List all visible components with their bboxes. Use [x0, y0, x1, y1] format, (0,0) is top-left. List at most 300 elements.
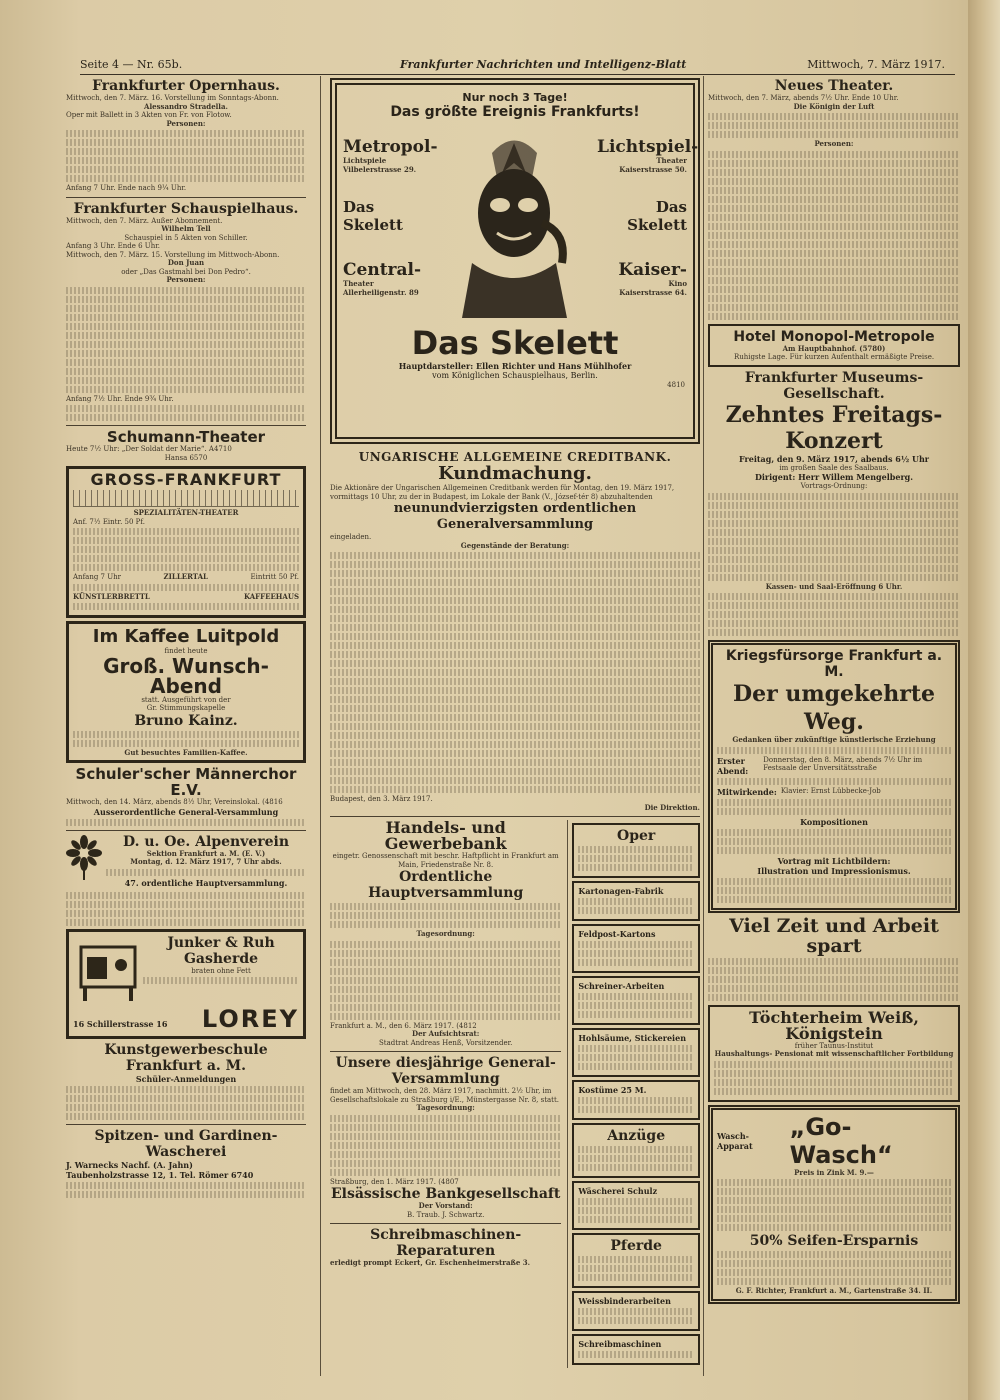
text-line-filler — [330, 615, 700, 622]
text-line-filler — [73, 555, 299, 562]
small-ad-3-title: Schreiner-Arbeiten — [578, 981, 665, 991]
text-line-filler — [708, 520, 960, 527]
text-line-filler — [330, 921, 561, 928]
text-line-filler — [717, 1278, 951, 1285]
column-right — [708, 78, 960, 1307]
toechterheim-ad — [708, 1005, 960, 1102]
cinema-right2-name: Kaiser- — [618, 260, 687, 280]
opera-listing — [66, 78, 306, 193]
text-line-filler — [66, 296, 306, 303]
gowasch-brand: „Go-Wasch“ — [789, 1112, 893, 1169]
waescherei-ad — [66, 1128, 306, 1198]
text-line-filler — [330, 959, 561, 966]
small-ad-oper — [572, 823, 700, 878]
small-ad-6-title: Anzüge — [607, 1128, 666, 1144]
text-line-filler — [708, 223, 960, 230]
text-line-filler — [330, 1160, 561, 1167]
gross-frankfurt-ad — [66, 466, 306, 618]
text-line-filler — [73, 731, 299, 738]
text-line-filler — [330, 660, 700, 667]
text-line-filler — [578, 1011, 694, 1018]
text-line-filler — [330, 1124, 561, 1131]
text-line-filler — [708, 556, 960, 563]
museum-line1: Freitag, den 9. März 1917, abends 6½ Uhr — [738, 453, 930, 464]
text-line-filler — [708, 232, 960, 239]
kriegsfuersorge-ad — [708, 640, 960, 913]
text-line-filler — [717, 887, 951, 894]
elsass-notice — [330, 1055, 561, 1219]
text-line-filler — [708, 151, 960, 158]
text-line-filler — [717, 1224, 951, 1231]
text-line-filler — [66, 139, 306, 146]
text-line-filler — [330, 732, 700, 739]
schumann-ad — [66, 429, 306, 462]
text-line-filler — [578, 1155, 694, 1162]
text-line-filler — [708, 602, 960, 609]
luitpold-ad — [66, 621, 306, 763]
bank-invited: eingeladen. — [330, 533, 372, 541]
gross-sub: SPEZIALITÄTEN-THEATER — [133, 508, 239, 517]
text-line-filler — [708, 538, 960, 545]
text-line-filler — [66, 368, 306, 375]
text-line-filler — [708, 547, 960, 554]
text-line-filler — [708, 593, 960, 600]
krieg-mit-text: Klavier: Ernst Lübbecke-Job — [780, 786, 881, 795]
museum-concert — [708, 370, 960, 637]
small-ad-kartonagen — [572, 881, 700, 921]
alpen-line2: Montag, d. 12. März 1917, 7 Uhr abds. — [130, 857, 282, 866]
skeleton-illustration-icon — [442, 133, 587, 318]
bank-intro: Die Aktionäre der Ungarischen Allgemeinen Creditbank werden für Montag, den 19. März 1917, vormittags 10 Uhr, zu der in Budapest, im Lokale der Bank (V., József-tér 8) abzuhaltenden — [330, 484, 675, 501]
text-line-filler — [578, 1054, 694, 1061]
text-line-filler — [330, 696, 700, 703]
cinema-left-addr: Vilbelerstrasse 29. — [343, 164, 417, 174]
krieg-sub: Gedanken über zukünftige künstlerische Erziehung — [732, 735, 936, 744]
neues-play: Die Königin der Luft — [793, 101, 875, 111]
text-line-filler — [708, 214, 960, 221]
text-line-filler — [714, 1061, 954, 1068]
waescherei-line1: J. Warnecks Nachf. (A. Jahn) — [66, 1159, 193, 1170]
text-line-filler — [578, 1106, 694, 1113]
small-ads-column — [567, 820, 700, 1368]
text-line-filler — [708, 286, 960, 293]
neues-theater-listing — [708, 78, 960, 320]
text-line-filler — [578, 1317, 694, 1324]
text-line-filler — [330, 1013, 561, 1020]
small-ad-kostueme — [572, 1080, 700, 1120]
small-ad-8-title: Pferde — [610, 1238, 662, 1254]
text-line-filler — [578, 1063, 694, 1070]
kunstgewerbe-line1: Schüler-Anmeldungen — [135, 1073, 237, 1084]
text-line-filler — [73, 564, 299, 571]
text-line-filler — [717, 1251, 951, 1258]
cinema-film-right: Das Skelett — [627, 198, 687, 234]
text-line-filler — [578, 1216, 694, 1223]
text-line-filler — [578, 1002, 694, 1009]
schauspiel-line4: Mittwoch, den 7. März. 15. Vorstellung im Mittwoch-Abonn. — [66, 250, 280, 259]
toechter-line1: früher Taunus-Institut — [794, 1041, 874, 1050]
bank-footer: Budapest, den 3. März 1917. — [330, 795, 433, 803]
vielzeit-title: Viel Zeit und Arbeit spart — [729, 914, 939, 957]
opera-line1: Mittwoch, den 7. März. 16. Vorstellung im Sonntags-Abonn. — [66, 94, 279, 102]
cinema-code: 4810 — [667, 381, 685, 389]
text-line-filler — [73, 537, 299, 544]
cinema-left2-addr: Allerheiligenstr. 89 — [343, 287, 419, 297]
text-line-filler — [330, 741, 700, 748]
alpen-line3: 47. ordentliche Hauptversammlung. — [124, 877, 288, 888]
schumann-line: Heute 7½ Uhr: „Der Soldat der Marie“. A4710 — [66, 445, 232, 453]
gross-kaffeehaus: KAFFEEHAUS — [243, 591, 299, 601]
text-line-filler — [66, 323, 306, 330]
text-line-filler — [330, 941, 561, 948]
text-line-filler — [708, 611, 960, 618]
small-ad-7-title: Wäscherei Schulz — [578, 1186, 658, 1196]
small-ad-10-title: Schreibmaschinen — [578, 1339, 662, 1349]
text-line-filler — [717, 808, 951, 815]
text-line-filler — [66, 148, 306, 155]
text-line-filler — [708, 958, 960, 965]
luitpold-line6: Bruno Kainz. — [134, 712, 238, 729]
schauspiel-line2: Schauspiel in 5 Akten von Schiller. — [124, 233, 248, 242]
text-line-filler — [66, 166, 306, 173]
handels-sign: Stadtrat Andreas Henß, Vorsitzender. — [378, 1038, 513, 1047]
gowasch-footer: G. F. Richter, Frankfurt a. M., Gartenstraße 34. II. — [735, 1286, 933, 1295]
small-ad-pferde — [572, 1233, 700, 1288]
text-line-filler — [708, 169, 960, 176]
cinema-right2-addr: Kaiserstrasse 64. — [619, 287, 687, 297]
schauspiel-line1: Mittwoch, den 7. März. Außer Abonnement. — [66, 216, 223, 225]
junker-title: Junker & Ruh — [167, 934, 275, 951]
junker-address: 16 Schillerstrasse 16 — [73, 1018, 168, 1029]
text-line-filler — [330, 651, 700, 658]
text-line-filler — [73, 740, 299, 747]
waescherei-line2: Taubenholzstrasse 12, 1. Tel. Römer 6740 — [66, 1169, 254, 1180]
text-line-filler — [578, 1207, 694, 1214]
text-line-filler — [717, 747, 951, 754]
text-line-filler — [708, 502, 960, 509]
column-left — [66, 78, 306, 1202]
handels-agenda: Tagesordnung: — [416, 929, 475, 938]
elsass-company: Elsässische Bankgesellschaft — [330, 1186, 561, 1202]
cinema-right2-sub: Kino — [668, 279, 687, 288]
cinema-film-left: Das Skelett — [343, 198, 403, 234]
opera-title: Frankfurter Opernhaus. — [92, 78, 280, 94]
text-line-filler — [330, 588, 700, 595]
schauspiel-footer: Anfang 7½ Uhr. Ende 9¾ Uhr. — [66, 394, 174, 403]
text-line-filler — [143, 977, 299, 984]
header-right: Mittwoch, 7. März 1917. — [807, 58, 945, 71]
schumann-phone: Hansa 6570 — [164, 453, 208, 462]
small-ad-5-title: Kostüme 25 M. — [578, 1085, 647, 1095]
handels-line1: eingetr. Genossenschaft mit beschr. Haftpflicht in Frankfurt am Main, Friedenstraße Nr. 8. — [332, 852, 559, 869]
handelsbank-notice — [330, 820, 561, 1047]
text-line-filler — [330, 714, 700, 721]
text-line-filler — [66, 305, 306, 312]
text-line-filler — [66, 287, 306, 294]
alpen-line1: Sektion Frankfurt a. M. (E. V.) — [146, 848, 266, 858]
text-line-filler — [66, 359, 306, 366]
text-line-filler — [578, 898, 694, 905]
junker-brand: LOREY — [201, 1004, 299, 1033]
gross-title: GROSS-FRANKFURT — [90, 470, 282, 489]
text-line-filler — [330, 1004, 561, 1011]
waescherei-title: Spitzen- und Gardinen-Wascherei — [94, 1127, 278, 1160]
toechter-line2: Haushaltungs- Pensionat mit wissenschaftlicher Fortbildung — [714, 1049, 954, 1058]
text-line-filler — [330, 759, 700, 766]
alpenverein-ad — [66, 834, 306, 888]
neues-line1: Mittwoch, den 7. März, abends 7½ Uhr. Ende 10 Uhr. — [708, 94, 899, 102]
schauspiel-play2: Don Juan — [167, 258, 205, 267]
text-line-filler — [330, 777, 700, 784]
text-line-filler — [708, 574, 960, 581]
luitpold-line7: Gut besuchtes Familien-Kaffee. — [124, 747, 248, 757]
text-line-filler — [66, 1104, 306, 1111]
junker-line2: braten ohne Fett — [191, 966, 251, 975]
opera-cast-label: Personen: — [166, 118, 206, 128]
small-ad-1-title: Kartonagen-Fabrik — [578, 886, 664, 896]
gross-anfang: Anfang 7 Uhr — [73, 573, 121, 581]
text-line-filler — [66, 314, 306, 321]
text-line-filler — [66, 386, 306, 393]
elsass-date: Straßburg, den 1. März 1917. (4807 — [330, 1177, 459, 1186]
text-line-filler — [330, 705, 700, 712]
text-line-filler — [578, 855, 694, 862]
opera-line2: Alessandro Stradella. — [144, 101, 228, 111]
neues-cast-label: Personen: — [814, 139, 854, 148]
text-line-filler — [330, 1151, 561, 1158]
text-line-filler — [330, 687, 700, 694]
text-line-filler — [73, 603, 299, 610]
small-ad-feldpost — [572, 924, 700, 973]
text-line-filler — [708, 131, 960, 138]
hotel-title: Hotel Monopol-Metropole — [733, 328, 935, 345]
krieg-title: Kriegsfürsorge Frankfurt a. M. — [725, 648, 943, 680]
cinema-top2: Das größte Ereignis Frankfurts! — [390, 104, 640, 120]
text-line-filler — [66, 405, 306, 412]
text-line-filler — [717, 896, 951, 903]
text-line-filler — [717, 1269, 951, 1276]
small-ad-4-title: Hohlsäume, Stickereien — [578, 1033, 687, 1043]
toechter-title: Töchterheim Weiß, Königstein — [749, 1007, 919, 1043]
junker-line1: Gasherde — [183, 950, 259, 967]
text-line-filler — [708, 205, 960, 212]
text-line-filler — [578, 1351, 694, 1358]
schreib-line1: erledigt prompt Eckert, Gr. Eschenheimerstraße 3. — [330, 1258, 531, 1267]
text-line-filler — [66, 130, 306, 137]
schauspiel-line5: oder „Das Gastmahl bei Don Pedro“. — [121, 267, 251, 276]
edelweiss-icon — [66, 834, 102, 880]
text-line-filler — [330, 950, 561, 957]
text-line-filler — [330, 786, 700, 793]
text-line-filler — [330, 1115, 561, 1122]
text-line-filler — [330, 768, 700, 775]
text-line-filler — [708, 493, 960, 500]
text-line-filler — [66, 919, 306, 926]
bank-agenda: Gegenstände der Beratung: — [460, 540, 570, 550]
neues-title: Neues Theater. — [774, 78, 894, 94]
krieg-big: Der umgekehrte Weg. — [733, 681, 935, 735]
text-line-filler — [66, 1086, 306, 1093]
text-line-filler — [717, 799, 951, 806]
krieg-first: Erster Abend: — [717, 755, 749, 776]
text-line-filler — [330, 1133, 561, 1140]
text-line-filler — [66, 901, 306, 908]
hotel-line1: Am Hauptbahnhof. (5780) — [782, 343, 886, 353]
text-line-filler — [330, 606, 700, 613]
krieg-k3: Illustration und Impressionismus. — [757, 865, 911, 876]
text-line-filler — [330, 669, 700, 676]
text-line-filler — [330, 723, 700, 730]
gross-zillertal: ZILLERTAL — [163, 572, 208, 581]
maennerchor-line2: Ausserordentliche General-Versammlung — [93, 806, 279, 817]
gas-stove-icon — [73, 935, 143, 1005]
bank-big: neunundvierzigsten ordentlichen Generalversammlung — [393, 501, 637, 532]
text-line-filler — [717, 878, 951, 885]
text-line-filler — [73, 584, 299, 591]
cinema-main-title: Das Skelett — [411, 324, 619, 362]
text-line-filler — [330, 570, 700, 577]
cinema-ad — [330, 78, 700, 444]
header-left: Seite 4 — Nr. 65b. — [80, 58, 183, 71]
text-line-filler — [578, 1146, 694, 1153]
text-line-filler — [330, 995, 561, 1002]
text-line-filler — [717, 1260, 951, 1267]
cinema-left-sub: Lichtspiele — [343, 156, 387, 165]
text-line-filler — [578, 846, 694, 853]
text-line-filler — [578, 1265, 694, 1272]
text-line-filler — [66, 1182, 306, 1189]
schauspiel-cast-label: Personen: — [166, 275, 206, 284]
hotel-line2: Ruhigste Lage. Für kurzen Aufenthalt ermäßigte Preise. — [733, 353, 935, 361]
text-line-filler — [708, 511, 960, 518]
text-line-filler — [578, 1308, 694, 1315]
kunstgewerbe-ad — [66, 1042, 306, 1120]
text-line-filler — [708, 967, 960, 974]
schreibmaschinen-ad — [330, 1227, 561, 1268]
luitpold-line1: Im Kaffee Luitpold — [92, 626, 280, 647]
text-line-filler — [708, 304, 960, 311]
column-rule-1 — [320, 76, 321, 1376]
text-line-filler — [717, 1179, 951, 1186]
opera-footer: Anfang 7 Uhr. Ende nach 9¼ Uhr. — [66, 184, 187, 192]
bank-sign: Die Direktion. — [644, 802, 700, 812]
cinema-left2-sub: Theater — [343, 279, 374, 288]
text-line-filler — [73, 546, 299, 553]
junker-ruh-ad — [66, 929, 306, 1039]
text-line-filler — [708, 268, 960, 275]
text-line-filler — [717, 838, 951, 845]
page-header — [80, 58, 955, 75]
small-ad-schreiner — [572, 976, 700, 1025]
text-line-filler — [330, 561, 700, 568]
handels-board: Der Aufsichtsrat: — [412, 1029, 480, 1038]
text-line-filler — [708, 160, 960, 167]
luitpold-line4: statt. Ausgeführt von der — [141, 695, 231, 704]
hotel-monopol-ad — [708, 324, 960, 367]
elsass-board: Der Vorstand: — [418, 1201, 473, 1210]
schauspiel-title: Frankfurter Schauspielhaus. — [73, 200, 299, 217]
text-line-filler — [66, 819, 306, 826]
text-line-filler — [708, 250, 960, 257]
text-line-filler — [708, 196, 960, 203]
luitpold-line3: Groß. Wunsch-Abend — [103, 653, 269, 698]
text-line-filler — [708, 187, 960, 194]
text-line-filler — [66, 1095, 306, 1102]
maennerchor-ad — [66, 766, 306, 826]
text-line-filler — [578, 1164, 694, 1171]
text-line-filler — [717, 1188, 951, 1195]
text-line-filler — [106, 869, 306, 876]
handels-date: Frankfurt a. M., den 6. März 1917. (4812 — [330, 1021, 477, 1030]
small-ad-schreibmaschinen — [572, 1334, 700, 1365]
krieg-mit: Mitwirkende: — [717, 786, 777, 797]
bank-heading: Kundmachung. — [438, 463, 592, 484]
text-line-filler — [717, 1197, 951, 1204]
text-line-filler — [66, 892, 306, 899]
text-line-filler — [578, 1274, 694, 1281]
handels-heading: Ordentliche Hauptversammlung — [368, 869, 524, 901]
column-middle — [330, 78, 700, 1368]
schauspiel-play: Wilhelm Tell — [161, 224, 211, 233]
museum-program: Vortrags-Ordnung: — [800, 482, 868, 490]
cinema-cast: Hauptdarsteller: Ellen Richter und Hans Mühlhofer — [398, 361, 632, 371]
schumann-title: Schumann-Theater — [106, 428, 266, 446]
text-line-filler — [66, 350, 306, 357]
text-line-filler — [330, 977, 561, 984]
gowasch-save: 50% Seifen-Ersparnis — [749, 1233, 919, 1249]
gross-kuenstlerbrettl: KÜNSTLERBRETTL — [73, 591, 150, 601]
text-line-filler — [330, 633, 700, 640]
kunstgewerbe-title: Kunstgewerbeschule Frankfurt a. M. — [104, 1041, 268, 1074]
text-line-filler — [330, 597, 700, 604]
text-line-filler — [708, 994, 960, 1001]
text-line-filler — [714, 1088, 954, 1095]
cinema-top1: Nur noch 3 Tage! — [462, 91, 568, 104]
text-line-filler — [66, 1191, 306, 1198]
text-line-filler — [708, 295, 960, 302]
schreib-title: Schreibmaschinen-Reparaturen — [370, 1227, 522, 1259]
gross-prices: Anf. 7½ Eintr. 50 Pf. — [73, 517, 145, 526]
schauspiel-line3: Anfang 3 Uhr. Ende 6 Uhr. — [66, 242, 161, 250]
small-ad-9-title: Weissbinderarbeiten — [578, 1296, 671, 1306]
text-line-filler — [330, 1169, 561, 1176]
cinema-left-name: Metropol- — [343, 137, 438, 157]
text-line-filler — [330, 624, 700, 631]
maennerchor-title: Schuler'scher Männerchor E.V. — [75, 765, 297, 799]
vielzeit-ad — [708, 916, 960, 1001]
page-fold-shadow — [968, 0, 1000, 1400]
small-ad-0-title: Oper — [617, 828, 656, 844]
text-line-filler — [578, 1256, 694, 1263]
text-line-filler — [717, 829, 951, 836]
small-ad-waescherei — [572, 1181, 700, 1230]
alpen-title: D. u. Oe. Alpenverein — [122, 833, 290, 850]
text-line-filler — [66, 1113, 306, 1120]
elsass-line1: findet am Mittwoch, den 28. März 1917, nachmitt. 2½ Uhr, im Gesellschaftslokale zu Straßburg i/E., Münstergasse Nr. 8, statt. — [330, 1087, 560, 1104]
cinema-right-addr: Kaiserstrasse 50. — [619, 164, 687, 174]
gowasch-label: Wasch-Apparat — [717, 1130, 753, 1151]
text-line-filler — [330, 579, 700, 586]
bank-title: UNGARISCHE ALLGEMEINE CREDITBANK. — [358, 450, 672, 464]
text-line-filler — [708, 529, 960, 536]
text-line-filler — [66, 332, 306, 339]
text-line-filler — [578, 1198, 694, 1205]
text-line-filler — [330, 912, 561, 919]
small-ad-anzuege — [572, 1123, 700, 1178]
text-line-filler — [330, 552, 700, 559]
text-line-filler — [578, 1097, 694, 1104]
text-line-filler — [578, 941, 694, 948]
